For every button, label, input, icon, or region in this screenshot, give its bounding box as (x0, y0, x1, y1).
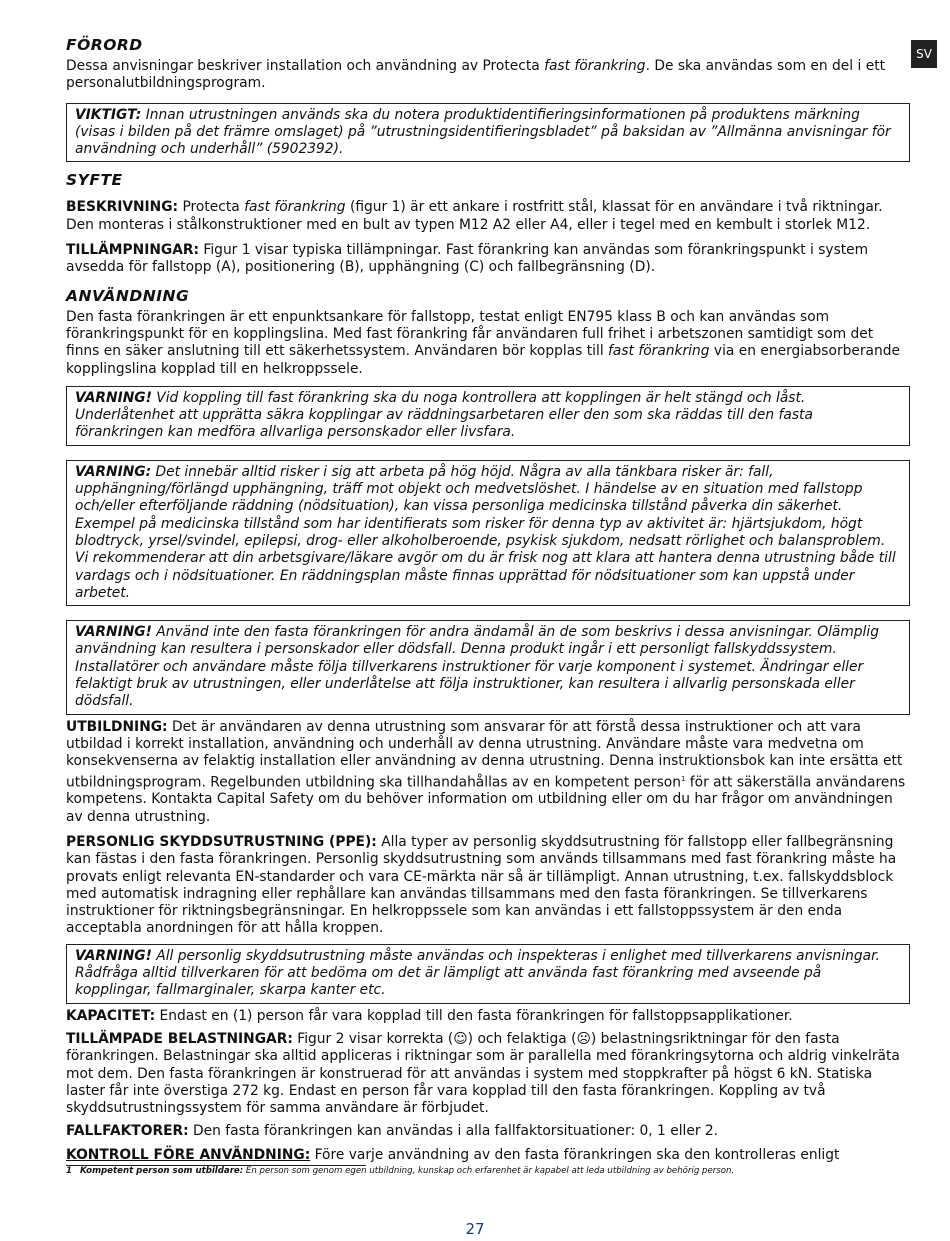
viktigt-box: VIKTIGT: Innan utrustningen används ska du notera produktidentifieringsinformationen på produktens märkning (visas i bilden på det främre omslaget) på ”utrustningsidentifieringsbladet” på baksidan av ”Allmänna anvisningar för användning och underhåll” (5902392). (66, 103, 910, 163)
tillampningar-paragraph: TILLÄMPNINGAR: Figur 1 visar typiska tillämpningar. Fast förankring kan användas som förankringspunkt i system avsedda för fallstopp (A), positionering (B), upphängning (C) och fallbegränsning (D). (66, 242, 869, 276)
anvandning-paragraph: Den fasta förankringen är ett enpunktsankare för fallstopp, testat enligt EN795 klass B och kan användas som förankringspunkt för en kopplingslina. Med fast förankring får användaren full frihet i arbetszonen samtidigt som det finns en säker anslutning till ett säkerhetssystem. Användaren bör kopplas till fast förankring via en energiabsorberande kopplingslina kopplad till en helkroppssele. (66, 308, 900, 377)
kontroll-paragraph: KONTROLL FÖRE ANVÄNDNING: Före varje användning av den fasta förankringen ska den kontrolleras enligt (66, 1146, 840, 1163)
beskrivning-paragraph: BESKRIVNING: Protecta fast förankring (figur 1) är ett ankare i rostfritt stål, klassat för en användare i två riktningar. Den monteras i stålkonstruktioner med en bult av typen M12 A2 eller A4, eller i tegel med en kembult i storlek M12. (66, 199, 883, 233)
forord-heading: FÖRORD (66, 36, 143, 54)
warning-box-koppling: VARNING! Vid koppling till fast förankring ska du noga kontrollera att kopplingen är helt stängd och låst. Underlåtenhet att upprätta säkra kopplingar av räddningsarbetaren eller den som ska räddas till den fasta förankringen kan medföra allvarliga personskador eller livsfara. (66, 386, 910, 446)
syfte-heading: SYFTE (66, 171, 123, 190)
belastningar-paragraph: TILLÄMPADE BELASTNINGAR: Figur 2 visar korrekta (☺) och felaktiga (☹) belastningsriktningar för den fasta förankringen. Belastningar ska alltid appliceras i riktningar som är parallella med förankringsytorna och aldrig vinkelräta mot dem. Den fasta förankringen är konstruerad för att användas i system med stoppkrafter på högst 6 kN. Statiska laster får inte överstiga 272 kg. Endast en person får vara kopplad till den fasta förankringen. Koppling av två skyddsutrustningssystem för samma användare är förbjudet. (66, 1030, 900, 1117)
kapacitet-paragraph: KAPACITET: Endast en (1) person får vara kopplad till den fasta förankringen för fallstoppsapplikationer. (66, 1007, 793, 1024)
anvandning-heading: ANVÄNDNING (66, 286, 190, 305)
warning-box-skyddsutrustning: VARNING! All personlig skyddsutrustning måste användas och inspekteras i enlighet med tillverkarens anvisningar. Rådfråga alltid tillverkaren för att bedöma om det är lämpligt att använda fast förankring med avseende på kopplingar, fallmarginaler, skarpa kanter etc. (66, 944, 910, 1004)
ppe-paragraph: PERSONLIG SKYDDSUTRUSTNING (PPE): Alla typer av personlig skyddsutrustning för fallstopp eller fallbegränsning kan fästas i den fasta förankringen. Personlig skyddsutrustning som används tillsammans med fast förankring måste ha provats enligt relevanta EN-standarder och vara CE-märkta när så är tillämpligt. Annan utrustning, t.ex. fallskyddsblock med automatisk indragning eller rephållare kan användas tillsammans med den fasta förankringen. Se tillverkarens instruktioner för riktningsbegränsningar. En helkroppssele som kan användas i ett fallstoppssystem är den enda acceptabla anordningen för att hålla kroppen. (66, 833, 897, 937)
fallfaktorer-paragraph: FALLFAKTORER: Den fasta förankringen kan användas i alla fallfaktorsituationer: 0, 1 eller 2. (66, 1123, 719, 1140)
language-tab: SV (911, 40, 937, 68)
document-page (66, 36, 910, 1177)
warning-box-andamal: VARNING! Använd inte den fasta förankringen för andra ändamål än de som beskrivs i dessa anvisningar. Olämplig användning kan resultera i personskador eller dödsfall. Denna produkt ingår i ett personligt fallskyddssystem. Installatörer och användare måste följa tillverkarens instruktioner för varje komponent i systemet. Ändringar eller felaktigt bruk av utrustningen, eller underlåtelse att följa instruktioner, kan resultera i allvarlig personskada eller dödsfall. (66, 620, 910, 714)
footnote: 1 Kompetent person som utbildare: En person som genom egen utbildning, kunskap och erfarenhet är kapabel att leda utbildning av behörig person. (66, 1166, 735, 1177)
utbildning-paragraph: UTBILDNING: Det är användaren av denna utrustning som ansvarar för att förstå dessa instruktioner och att vara utbildad i korrekt installation, användning och underhåll av denna utrustning. Användare måste vara medvetna om konsekvenserna av felaktig installation eller användning av denna utrustning. Denna instruktionsbok kan inte ersätta ett utbildningsprogram. Regelbunden utbildning ska tillhandahållas av en kompetent person$^1$ för att säkerställa användarens kompetens. Kontakta Capital Safety om du behöver information om utbildning eller om du har frågor om användningen av denna utrustning. (66, 718, 906, 825)
page-number: 27 (465, 1220, 485, 1238)
forord-paragraph: Dessa anvisningar beskriver installation och användning av Protecta fast förankring. De ska användas som en del i ett personalutbildningsprogram. (66, 58, 886, 92)
warning-box-risker: VARNING: Det innebär alltid risker i sig att arbeta på hög höjd. Några av alla tänkbara risker är: fall, upphängning/förlängd upphängning, träff mot objekt och medvetslöshet. I händelse av en situation med fallstopp och/eller efterföljande räddning (nödsituation), kan vissa personliga medicinska tillstånd påverka din säkerhet. Exempel på medicinska tillstånd som har identifierats som risker för denna typ av aktivitet är: hjärtsjukdom, högt blodtryck, yrsel/svindel, epilepsi, drog- eller alkoholberoende, psykisk sjukdom, nedsatt rörlighet och balansproblem. Vi rekommenderar att din arbetsgivare/läkare avgör om du är frisk nog att klara att hantera denna utrustning både till vardags och i nödsituationer. En räddningsplan måste finnas upprättad för nödsituationer som kan uppstå under arbetet. (66, 460, 910, 606)
